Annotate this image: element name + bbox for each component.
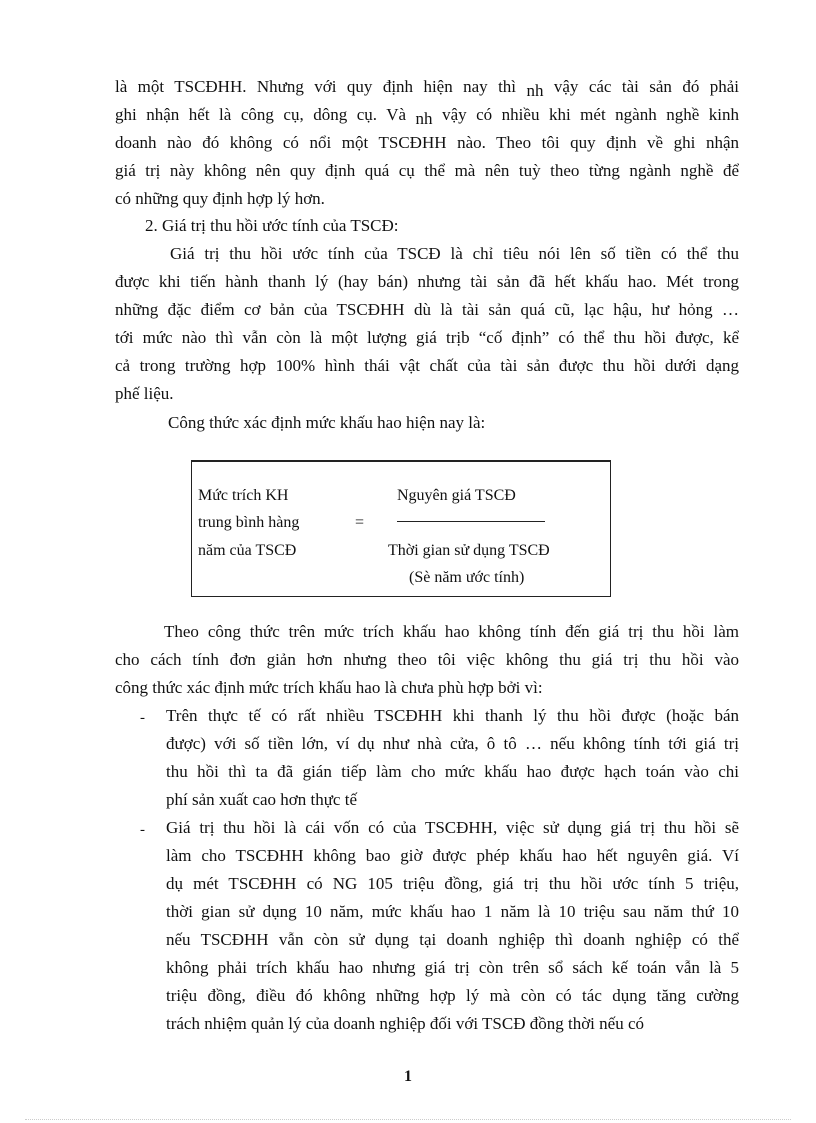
page-bottom-border — [25, 1119, 791, 1120]
formula-denominator-note: (Sè năm ước tính) — [409, 569, 525, 586]
body-text-line: được khi tiến hành thanh lý (hay bán) nhưng tài sản đã hết khấu hao. Mét trong — [115, 272, 739, 291]
body-text-line: doanh nào đó không có nổi một TSCĐHH nào. Theo tôi quy định về ghi nhận — [115, 133, 739, 152]
text-segment: vậy các tài sản đó phải — [553, 77, 740, 96]
list-item-line: thời gian sử dụng 10 năm, mức khấu hao 1 năm là 10 triệu sau năm thứ 10 — [166, 902, 739, 921]
text-segment: ghi nhận hết là công cụ, dông cụ. Và — [115, 105, 407, 124]
formula-denominator: Thời gian sử dụng TSCĐ — [388, 542, 550, 559]
formula-left-line: Mức trích KH — [198, 487, 289, 504]
body-text-line: cho cách tính đơn giản hơn nhưng theo tôi việc không thu giá trị thu hồi vào — [115, 650, 739, 669]
list-item-line: trách nhiệm quản lý của doanh nghiệp đối với TSCĐ đồng thời nếu có — [166, 1014, 645, 1033]
body-text-line: cả trong trường hợp 100% hình thái vật chất của tài sản được thu hồi dưới dạng — [115, 356, 739, 375]
list-item-line: không phải trích khấu hao nhưng giá trị còn trên sổ sách kế toán vẫn là 5 — [166, 958, 739, 977]
body-text-line: có những quy định hợp lý hơn. — [115, 189, 325, 208]
list-item-line: phí sản xuất cao hơn thực tế — [166, 790, 357, 809]
body-text-line — [115, 77, 740, 100]
bullet-marker: - — [140, 710, 145, 726]
list-item-line: Giá trị thu hồi là cái vốn có của TSCĐHH, việc sử dụng giá trị thu hồi sẽ — [166, 818, 739, 837]
body-text-line: Giá trị thu hồi ước tính của TSCĐ là chỉ tiêu nói lên số tiền có thể thu — [170, 244, 739, 263]
fraction-bar — [397, 521, 545, 522]
body-text-line: Theo công thức trên mức trích khấu hao không tính đến giá trị thu hồi làm — [164, 622, 739, 641]
text-segment: nh — [526, 81, 544, 100]
body-text-line: những đặc điểm cơ bản của TSCĐHH dù là tài sản quá cũ, lạc hậu, hư hỏng … — [115, 300, 739, 319]
text-segment: là một TSCĐHH. Nhưng với quy định hiện nay thì — [115, 77, 517, 96]
list-item-line: nếu TSCĐHH vẫn còn sử dụng tại doanh nghiệp thì doanh nghiệp có thể — [166, 930, 739, 949]
list-item-line: Trên thực tế có rất nhiều TSCĐHH khi thanh lý thu hồi được (hoặc bán — [166, 706, 739, 725]
formula-numerator: Nguyên giá TSCĐ — [397, 487, 516, 504]
text-segment: nh — [415, 109, 433, 128]
list-item-line: dụ mét TSCĐHH có NG 105 triệu đồng, giá trị thu hồi ước tính 5 triệu, — [166, 874, 739, 893]
body-text-line: phế liệu. — [115, 384, 174, 403]
page-number: 1 — [404, 1068, 412, 1085]
body-text-line — [115, 105, 740, 128]
formula-intro: Công thức xác định mức khấu hao hiện nay là: — [168, 413, 486, 432]
formula-left-line: năm của TSCĐ — [198, 542, 297, 559]
list-item-line: thu hồi thì ta đã gián tiếp làm cho mức khấu hao được hạch toán vào chi — [166, 762, 739, 781]
list-item-line: được) với số tiền lớn, ví dụ như nhà cửa, ô tô … nếu không tính tới giá trị — [166, 734, 739, 753]
body-text-line: giá trị này không nên quy định quá cụ thể mà nên tuỳ theo từng ngành nghề để — [115, 161, 739, 180]
formula-left-line: trung bình hàng — [198, 514, 300, 531]
text-segment: vậy có nhiều khi mét ngành nghề kinh — [442, 105, 740, 124]
list-item-line: triệu đồng, điều đó không những hợp lý mà còn có tác dụng tăng cường — [166, 986, 739, 1005]
list-item-line: làm cho TSCĐHH không bao giờ được phép khấu hao hết nguyên giá. Ví — [166, 846, 739, 865]
equals-sign: = — [355, 514, 365, 531]
bullet-marker: - — [140, 822, 145, 838]
body-text-line: công thức xác định mức trích khấu hao là chưa phù hợp bởi vì: — [115, 678, 543, 697]
section-heading: 2. Giá trị thu hồi ước tính của TSCĐ: — [145, 216, 399, 235]
body-text-line: tới mức nào thì vẫn còn là một lượng giá trịb “cố định” có thể thu hồi được, kể — [115, 328, 739, 347]
